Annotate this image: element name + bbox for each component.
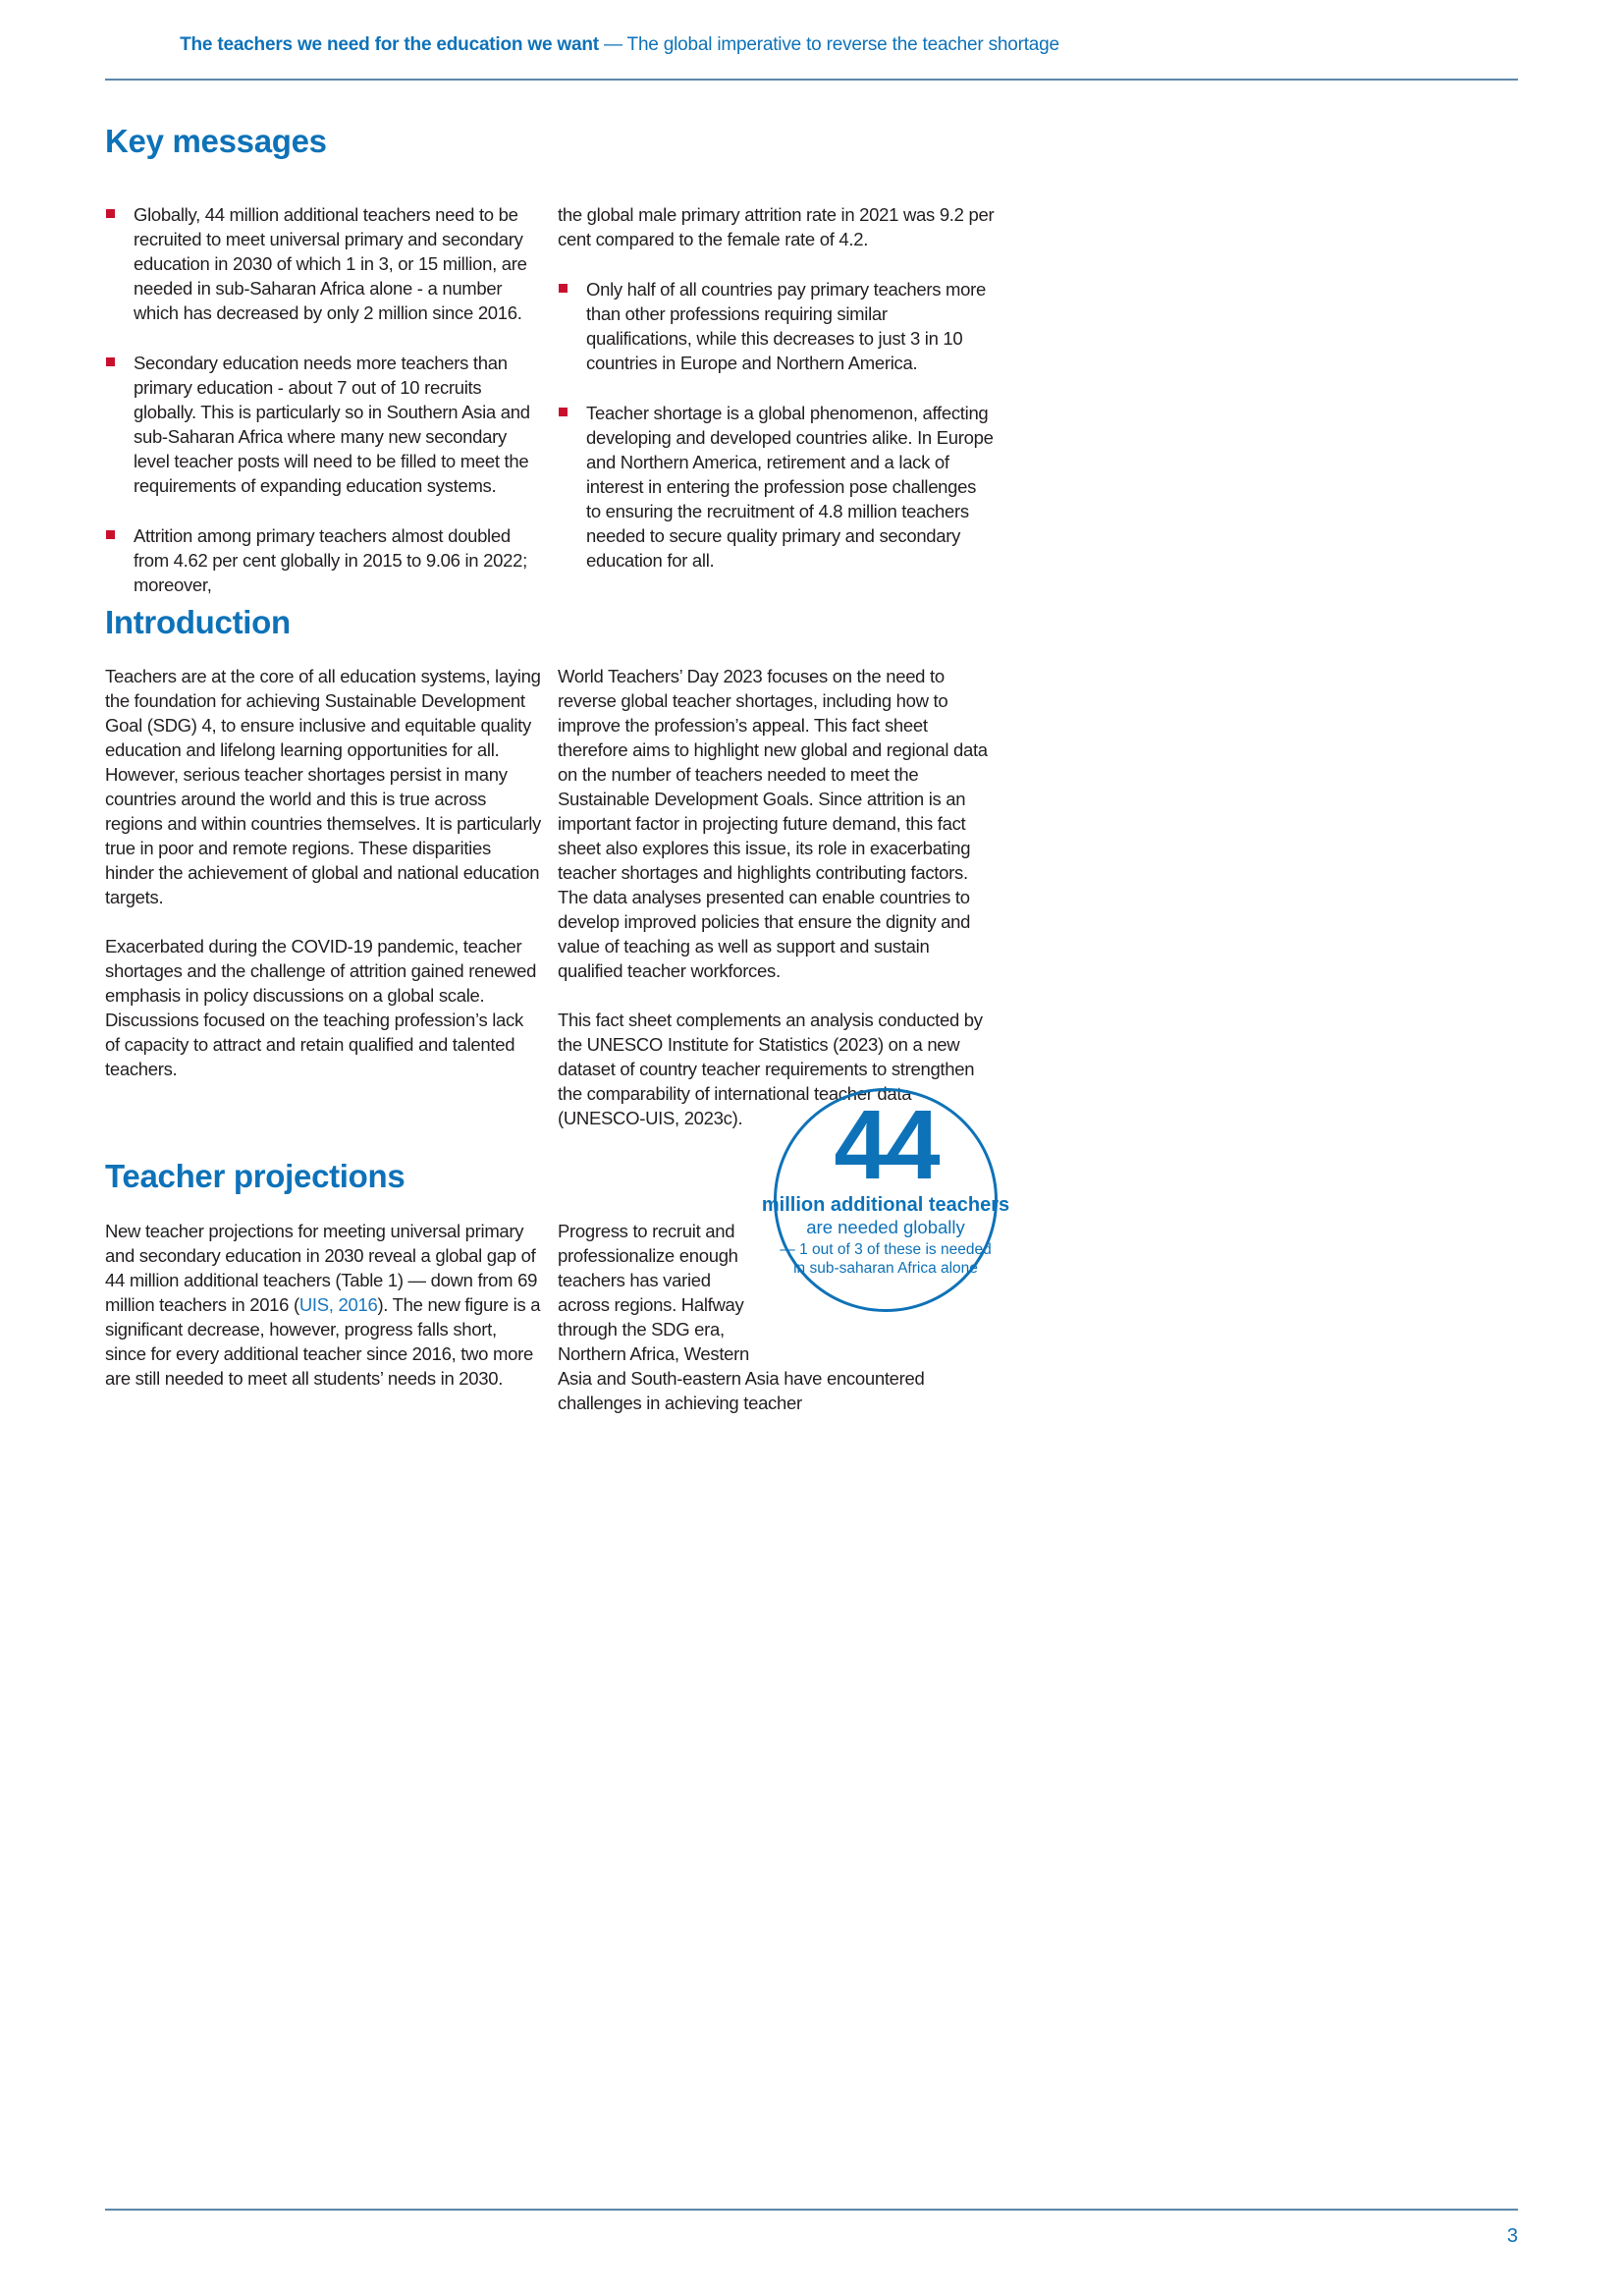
key-messages-right-column (558, 202, 995, 597)
page-number: 3 (1506, 2225, 1518, 2247)
callout-line-4: in sub-saharan Africa alone (793, 1260, 978, 1277)
introduction-section (105, 605, 995, 1130)
bullet-square-icon (559, 408, 568, 416)
key-messages-section (105, 124, 995, 597)
projections-text-post: ). The new figure is a significant decrease, however, progress falls short, since for every additional teacher since 2016, two more are still needed to meet all students’ needs in 2030. (105, 1294, 541, 1389)
running-header-title: The teachers we need for the education we want (180, 34, 599, 55)
intro-paragraph: Teachers are at the core of all education systems, laying the foundation for achieving Sustainable Development Goal (SDG) 4, to ensure inclusive and equitable quality education and lifelong learning opportunities for all. However, serious teacher shortages persist in many countries around the world and this is true across regions and within countries themselves. It is particularly true in poor and remote regions. These disparities hinder the achievement of global and national education targets. (105, 666, 541, 907)
intro-paragraph: Exacerbated during the COVID-19 pandemic, teacher shortages and the challenge of attrition gained renewed emphasis in policy discussions on a global scale. Discussions focused on the teaching profession’s lack of capacity to attract and retain qualified and talented teachers. (105, 936, 537, 1079)
bullet-text: Teacher shortage is a global phenomenon, affecting developing and developed countries alike. In Europe and Northern America, retirement and a lack of interest in entering the profession pose challenges to ensuring the recruitment of 4.8 million teachers needed to secure quality primary and secondary education for all. (586, 403, 994, 571)
bullet-text: Globally, 44 million additional teachers need to be recruited to meet universal primary and secondary education in 2030 of which 1 in 3, or 15 million, are needed in sub-Saharan Africa alone - a number which has decreased by only 2 million since 2016. (134, 204, 527, 323)
key-messages-left-column (105, 202, 542, 597)
callout-line-3: — 1 out of 3 of these is needed (780, 1241, 992, 1258)
bullet-item (105, 351, 542, 498)
teacher-projections-heading: Teacher projections (105, 1158, 406, 1194)
projections-paragraph (105, 1219, 542, 1391)
running-header-subtitle: — The global imperative to reverse the teacher shortage (598, 34, 1059, 55)
intro-paragraph: World Teachers’ Day 2023 focuses on the need to reverse global teacher shortages, including how to improve the profession’s appeal. This fact sheet therefore aims to highlight new global and regional data on the number of teachers needed to meet the Sustainable Development Goals. Since attrition is an important factor in projecting future demand, this fact sheet also explores this issue, its role in exacerbating teacher shortages and highlights contributing factors. The data analyses presented can enable countries to develop improved policies that ensure the dignity and value of teaching as well as support and sustain qualified teacher workforces. (558, 666, 988, 981)
introduction-right-column (558, 664, 995, 1130)
key-messages-heading: Key messages (105, 123, 327, 159)
key-messages-columns (105, 202, 995, 597)
bullet-item (558, 277, 995, 375)
bullet-text: Attrition among primary teachers almost doubled from 4.62 per cent globally in 2015 to 9.06 in 2022; moreover, (134, 525, 527, 595)
projections-right-text: Progress to recruit and professionalize enough teachers has varied across regions. Halfway through the SDG era, Northern Africa, Western Asia and South-eastern Asia have encountered challenges in achieving teacher (558, 1221, 925, 1413)
introduction-heading: Introduction (105, 604, 291, 640)
teachers-needed-callout (761, 1088, 1010, 1312)
bullet-square-icon (106, 209, 115, 218)
introduction-left-column (105, 664, 542, 1130)
callout-number: 44 (834, 1090, 938, 1200)
bullet-continuation-text: the global male primary attrition rate in 2021 was 9.2 per cent compared to the female rate of 4.2. (558, 204, 995, 249)
bullet-item (105, 202, 542, 325)
bullet-square-icon (106, 357, 115, 366)
header-divider (105, 79, 1518, 81)
uis-2016-link[interactable]: UIS, 2016 (298, 1294, 378, 1315)
bullet-square-icon (559, 284, 568, 293)
bullet-item (105, 523, 542, 597)
running-header (105, 33, 1134, 57)
bullet-item (558, 401, 995, 573)
bullet-text: Secondary education needs more teachers than primary education - about 7 out of 10 recruits globally. This is particularly so in Southern Asia and sub-Saharan Africa where many new secondary level teacher posts will need to be filled to meet the requirements of expanding education systems. (134, 353, 530, 496)
projections-text-pre: New teacher projections for meeting universal primary and secondary education in 2030 reveal a global gap of 44 million additional teachers (Table 1) — down from 69 million teachers in 2016 ( (105, 1221, 538, 1315)
callout-line-2: are needed globally (806, 1217, 965, 1237)
teacher-projections-left-column (105, 1219, 542, 1415)
bullet-square-icon (106, 530, 115, 539)
callout-line-1: million additional teachers (761, 1194, 1010, 1216)
intro-paragraph: This fact sheet complements an analysis conducted by the UNESCO Institute for Statistics (2023) on a new dataset of country teacher requirements to strengthen the comparability of international teacher data (UNESCO-UIS, 2023c). (558, 1010, 983, 1128)
bullet-text: Only half of all countries pay primary teachers more than other professions requiring similar qualifications, while this decreases to just 3 in 10 countries in Europe and Northern America. (586, 279, 986, 373)
footer-divider (105, 2209, 1518, 2211)
introduction-columns (105, 664, 995, 1130)
